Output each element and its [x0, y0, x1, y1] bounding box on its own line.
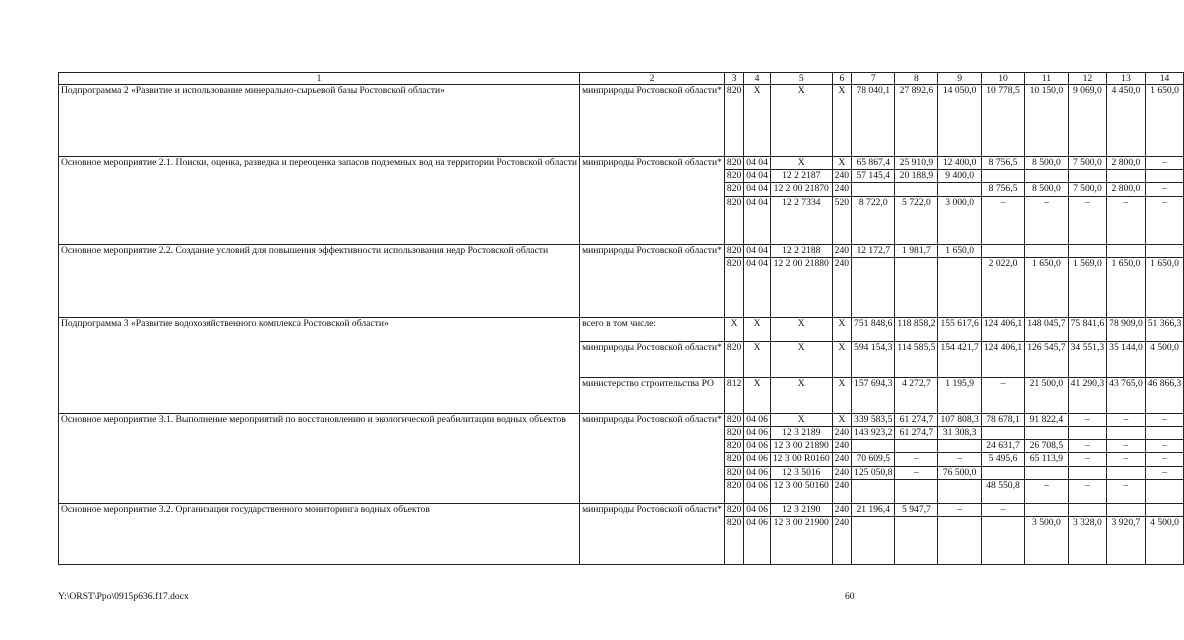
table-cell: 2 800,0 — [1107, 157, 1146, 170]
table-cell: 12 3 5016 — [770, 466, 832, 479]
footer-page-number: 60 — [845, 591, 855, 602]
table-cell: 04 06 — [744, 413, 771, 426]
table-cell: 520 — [832, 196, 851, 244]
table-cell — [852, 479, 895, 503]
table-cell — [938, 479, 981, 503]
table-cell — [981, 427, 1024, 440]
table-cell: минприроды Ростовской области* — [580, 413, 725, 503]
table-cell: – — [1145, 157, 1184, 170]
table-cell: 240 — [832, 170, 851, 183]
table-row — [59, 157, 1184, 170]
table-cell: X — [770, 157, 832, 170]
table-cell: X — [744, 85, 771, 157]
table-cell: 04 06 — [744, 466, 771, 479]
table-cell: 3 500,0 — [1025, 517, 1068, 565]
table-cell: 21 196,4 — [852, 503, 895, 516]
table-cell: 8 500,0 — [1025, 157, 1068, 170]
budget-table — [58, 72, 1184, 565]
table-cell: 154 421,7 — [938, 341, 981, 377]
table-cell: 820 — [724, 503, 743, 516]
table-cell: – — [1068, 453, 1107, 466]
table-cell: – — [1068, 413, 1107, 426]
table-cell: 820 — [724, 157, 743, 170]
table-cell: – — [1107, 453, 1146, 466]
table-cell: 812 — [724, 377, 743, 413]
table-cell: 820 — [724, 427, 743, 440]
table-cell: 43 765,0 — [1107, 377, 1146, 413]
table-cell: 9 069,0 — [1068, 85, 1107, 157]
header-cell: 9 — [938, 73, 981, 85]
table-cell — [852, 257, 895, 317]
table-cell: 1 569,0 — [1068, 257, 1107, 317]
table-cell: 7 500,0 — [1068, 183, 1107, 196]
table-cell: 125 050,8 — [852, 466, 895, 479]
table-cell: 12 3 2189 — [770, 427, 832, 440]
table-cell: 61 274,7 — [895, 427, 938, 440]
table-cell: – — [895, 453, 938, 466]
table-cell: 155 617,6 — [938, 317, 981, 341]
table-cell: 65 113,9 — [1025, 453, 1068, 466]
header-cell: 14 — [1145, 73, 1184, 85]
table-cell: 75 841,6 — [1068, 317, 1107, 341]
footer-file-path: Y:\ORST\Ppo\0915p636.f17.docx — [58, 591, 189, 602]
header-row — [59, 73, 1184, 85]
table-cell: – — [1145, 413, 1184, 426]
table-cell: X — [832, 341, 851, 377]
table-cell: 04 06 — [744, 517, 771, 565]
table-row — [59, 244, 1184, 257]
table-cell — [938, 183, 981, 196]
table-cell: 126 545,7 — [1025, 341, 1068, 377]
table-cell: 12 2 00 21870 — [770, 183, 832, 196]
header-cell: 7 — [852, 73, 895, 85]
table-cell: – — [1068, 440, 1107, 453]
table-cell: – — [1107, 440, 1146, 453]
table-cell: X — [744, 377, 771, 413]
table-cell: 1 981,7 — [895, 244, 938, 257]
table-cell: 143 923,2 — [852, 427, 895, 440]
table-cell: 61 274,7 — [895, 413, 938, 426]
table-cell — [1145, 244, 1184, 257]
header-cell: 2 — [580, 73, 725, 85]
table-cell: X — [744, 341, 771, 377]
table-cell: – — [1145, 453, 1184, 466]
table-cell: X — [770, 85, 832, 157]
table-cell: 04 06 — [744, 479, 771, 503]
header-cell: 10 — [981, 73, 1024, 85]
table-cell: – — [1068, 196, 1107, 244]
table-cell: 1 650,0 — [1145, 85, 1184, 157]
table-cell — [1145, 170, 1184, 183]
table-cell: 35 144,0 — [1107, 341, 1146, 377]
table-cell: 820 — [724, 413, 743, 426]
table-cell: 240 — [832, 479, 851, 503]
table-cell: 10 150,0 — [1025, 85, 1068, 157]
table-cell: 240 — [832, 517, 851, 565]
table-cell: – — [1145, 196, 1184, 244]
table-cell — [895, 440, 938, 453]
table-cell: 12 400,0 — [938, 157, 981, 170]
table-cell: 04 06 — [744, 503, 771, 516]
table-cell: 3 000,0 — [938, 196, 981, 244]
table-cell: 3 920,7 — [1107, 517, 1146, 565]
table-cell: Основное мероприятие 3.2. Организация государственного мониторинга водных объектов — [59, 503, 580, 564]
table-cell: 8 756,5 — [981, 157, 1024, 170]
table-row — [59, 413, 1184, 426]
table-cell: 12 2 7334 — [770, 196, 832, 244]
table-cell: 04 06 — [744, 453, 771, 466]
table-cell: 04 06 — [744, 440, 771, 453]
table-cell: 76 500,0 — [938, 466, 981, 479]
table-cell: 12 3 00 R0160 — [770, 453, 832, 466]
table-cell: – — [1145, 440, 1184, 453]
header-cell: 12 — [1068, 73, 1107, 85]
table-cell — [1068, 466, 1107, 479]
table-cell: 124 406,1 — [981, 341, 1024, 377]
table-cell: 820 — [724, 517, 743, 565]
table-cell: 65 867,4 — [852, 157, 895, 170]
table-row — [59, 317, 1184, 341]
table-cell — [852, 183, 895, 196]
table-cell — [938, 257, 981, 317]
table-cell — [1107, 244, 1146, 257]
table-row — [59, 503, 1184, 516]
table-cell: 51 366,3 — [1145, 317, 1184, 341]
table-cell: – — [981, 503, 1024, 516]
table-cell — [895, 479, 938, 503]
table-cell: 820 — [724, 466, 743, 479]
table-cell — [1107, 503, 1146, 516]
table-cell: 12 3 00 21890 — [770, 440, 832, 453]
table-cell: 1 650,0 — [1025, 257, 1068, 317]
table-cell: 5 722,0 — [895, 196, 938, 244]
table-cell: 8 722,0 — [852, 196, 895, 244]
table-cell: министерство строительства РО — [580, 377, 725, 413]
table-cell — [1068, 427, 1107, 440]
table-cell: – — [1025, 479, 1068, 503]
table-cell: 4 272,7 — [895, 377, 938, 413]
table-cell: – — [981, 377, 1024, 413]
table-cell: 21 500,0 — [1025, 377, 1068, 413]
table-cell: X — [832, 377, 851, 413]
table-cell: 12 3 2190 — [770, 503, 832, 516]
table-cell: 12 2 2188 — [770, 244, 832, 257]
table-cell: 5 495,6 — [981, 453, 1024, 466]
table-cell: 24 631,7 — [981, 440, 1024, 453]
table-cell: 820 — [724, 440, 743, 453]
table-cell: 9 400,0 — [938, 170, 981, 183]
table-cell: – — [981, 196, 1024, 244]
table-cell: 12 2 00 21880 — [770, 257, 832, 317]
table-cell: 04 04 — [744, 257, 771, 317]
header-cell: 1 — [59, 73, 580, 85]
table-cell: – — [1145, 466, 1184, 479]
header-cell: 13 — [1107, 73, 1146, 85]
table-cell: – — [938, 503, 981, 516]
table-cell: 114 585,5 — [895, 341, 938, 377]
table-cell — [1025, 244, 1068, 257]
table-cell: 240 — [832, 257, 851, 317]
table-cell: 27 892,6 — [895, 85, 938, 157]
header-cell: 5 — [770, 73, 832, 85]
table-cell: 240 — [832, 453, 851, 466]
table-cell: – — [1145, 183, 1184, 196]
table-cell: X — [832, 413, 851, 426]
table-cell: 31 308,3 — [938, 427, 981, 440]
table-cell — [981, 170, 1024, 183]
table-cell — [1145, 427, 1184, 440]
table-cell: X — [744, 317, 771, 341]
table-cell: – — [1107, 413, 1146, 426]
table-cell: 4 500,0 — [1145, 517, 1184, 565]
table-cell: 820 — [724, 85, 743, 157]
table-cell: 78 678,1 — [981, 413, 1024, 426]
table-cell: – — [895, 466, 938, 479]
table-cell: 78 040,1 — [852, 85, 895, 157]
table-cell: 8 500,0 — [1025, 183, 1068, 196]
table-cell: – — [1107, 196, 1146, 244]
table-cell: 8 756,5 — [981, 183, 1024, 196]
table-cell: 34 551,3 — [1068, 341, 1107, 377]
table-cell: 41 290,3 — [1068, 377, 1107, 413]
table-cell: X — [770, 413, 832, 426]
table-cell: 240 — [832, 244, 851, 257]
table-cell — [1068, 244, 1107, 257]
table-cell — [1025, 427, 1068, 440]
table-cell — [1025, 170, 1068, 183]
table-cell: 2 800,0 — [1107, 183, 1146, 196]
header-cell: 8 — [895, 73, 938, 85]
table-cell: Основное мероприятие 3.1. Выполнение мероприятий по восстановлению и экологической реабилитации водных объектов — [59, 413, 580, 503]
header-cell: 6 — [832, 73, 851, 85]
table-cell: X — [770, 317, 832, 341]
table-cell: Основное мероприятие 2.1. Поиски, оценка, разведка и переоценка запасов подземных вод на территории Ростовской области — [59, 157, 580, 245]
table-cell: 25 910,9 — [895, 157, 938, 170]
table-cell: 5 947,7 — [895, 503, 938, 516]
table-cell: X — [832, 317, 851, 341]
table-cell — [1068, 170, 1107, 183]
table-cell — [1107, 170, 1146, 183]
table-cell: 148 045,7 — [1025, 317, 1068, 341]
table-cell: 10 778,5 — [981, 85, 1024, 157]
table-cell: 240 — [832, 183, 851, 196]
table-cell: X — [770, 377, 832, 413]
table-cell: 1 650,0 — [1107, 257, 1146, 317]
table-cell: 04 04 — [744, 244, 771, 257]
table-cell: 240 — [832, 503, 851, 516]
table-cell: X — [832, 157, 851, 170]
table-cell: минприроды Ростовской области* — [580, 157, 725, 245]
table-cell: 4 450,0 — [1107, 85, 1146, 157]
table-cell: 820 — [724, 196, 743, 244]
table-cell — [1025, 466, 1068, 479]
table-cell: 339 583,5 — [852, 413, 895, 426]
table-cell: Подпрограмма 2 «Развитие и использование минерально-сырьевой базы Ростовской области» — [59, 85, 580, 157]
table-cell: 04 04 — [744, 196, 771, 244]
table-cell: 820 — [724, 341, 743, 377]
table-cell: 124 406,1 — [981, 317, 1024, 341]
table-cell — [1145, 479, 1184, 503]
table-cell: Подпрограмма 3 «Развитие водохозяйственного комплекса Ростовской области» — [59, 317, 580, 413]
table-cell: 46 866,3 — [1145, 377, 1184, 413]
table-cell: X — [770, 341, 832, 377]
table-cell: 2 022,0 — [981, 257, 1024, 317]
table-cell — [895, 517, 938, 565]
table-cell: 04 04 — [744, 157, 771, 170]
table-cell — [852, 517, 895, 565]
table-cell — [1107, 466, 1146, 479]
table-cell: 7 500,0 — [1068, 157, 1107, 170]
table-cell: 1 650,0 — [938, 244, 981, 257]
table-cell: 820 — [724, 479, 743, 503]
table-cell: 820 — [724, 183, 743, 196]
table-cell: 157 694,3 — [852, 377, 895, 413]
table-cell: – — [1068, 479, 1107, 503]
table-cell: 1 650,0 — [1145, 257, 1184, 317]
table-cell: 240 — [832, 466, 851, 479]
table-cell — [852, 440, 895, 453]
header-cell: 4 — [744, 73, 771, 85]
table-cell: минприроды Ростовской области* — [580, 341, 725, 377]
table-cell — [1068, 503, 1107, 516]
table-cell: – — [1025, 196, 1068, 244]
table-cell: 594 154,3 — [852, 341, 895, 377]
table-cell — [895, 183, 938, 196]
table-cell: минприроды Ростовской области* — [580, 503, 725, 564]
table-cell: 3 328,0 — [1068, 517, 1107, 565]
table-cell: X — [832, 85, 851, 157]
table-cell: 107 808,3 — [938, 413, 981, 426]
table-cell: – — [938, 453, 981, 466]
table-cell — [938, 517, 981, 565]
table-cell: 820 — [724, 170, 743, 183]
table-cell — [895, 257, 938, 317]
table-cell: 70 609,5 — [852, 453, 895, 466]
table-cell: 1 195,9 — [938, 377, 981, 413]
table-cell: X — [724, 317, 743, 341]
header-cell: 3 — [724, 73, 743, 85]
table-cell: 57 145,4 — [852, 170, 895, 183]
table-cell: 04 04 — [744, 170, 771, 183]
table-cell: 820 — [724, 244, 743, 257]
table-cell: 78 909,0 — [1107, 317, 1146, 341]
table-cell — [981, 466, 1024, 479]
table-cell: 118 858,2 — [895, 317, 938, 341]
table-cell: 4 500,0 — [1145, 341, 1184, 377]
table-cell: – — [1107, 479, 1146, 503]
table-cell: 12 2 2187 — [770, 170, 832, 183]
table-cell: минприроды Ростовской области* — [580, 85, 725, 157]
table-cell: минприроды Ростовской области* — [580, 244, 725, 317]
table-row — [59, 85, 1184, 157]
table-cell: 12 172,7 — [852, 244, 895, 257]
table-cell — [981, 244, 1024, 257]
table-cell: 48 550,8 — [981, 479, 1024, 503]
table-cell — [1107, 427, 1146, 440]
table-cell: 20 188,9 — [895, 170, 938, 183]
table-cell: 12 3 00 21900 — [770, 517, 832, 565]
table-cell: 751 848,6 — [852, 317, 895, 341]
table-cell — [981, 517, 1024, 565]
table-cell: 91 822,4 — [1025, 413, 1068, 426]
table-cell: Основное мероприятие 2.2. Создание условий для повышения эффективности использования недр Ростовской области — [59, 244, 580, 317]
table-cell: 820 — [724, 257, 743, 317]
table-cell — [1145, 503, 1184, 516]
table-cell: всего в том числе: — [580, 317, 725, 341]
table-cell: 26 708,5 — [1025, 440, 1068, 453]
table-cell — [938, 440, 981, 453]
table-cell — [1025, 503, 1068, 516]
table-cell: 240 — [832, 440, 851, 453]
table-cell: 12 3 00 50160 — [770, 479, 832, 503]
table-cell: 04 04 — [744, 183, 771, 196]
table-cell: 240 — [832, 427, 851, 440]
table-cell: 820 — [724, 453, 743, 466]
table-cell: 04 06 — [744, 427, 771, 440]
header-cell: 11 — [1025, 73, 1068, 85]
table-cell: 14 050,0 — [938, 85, 981, 157]
